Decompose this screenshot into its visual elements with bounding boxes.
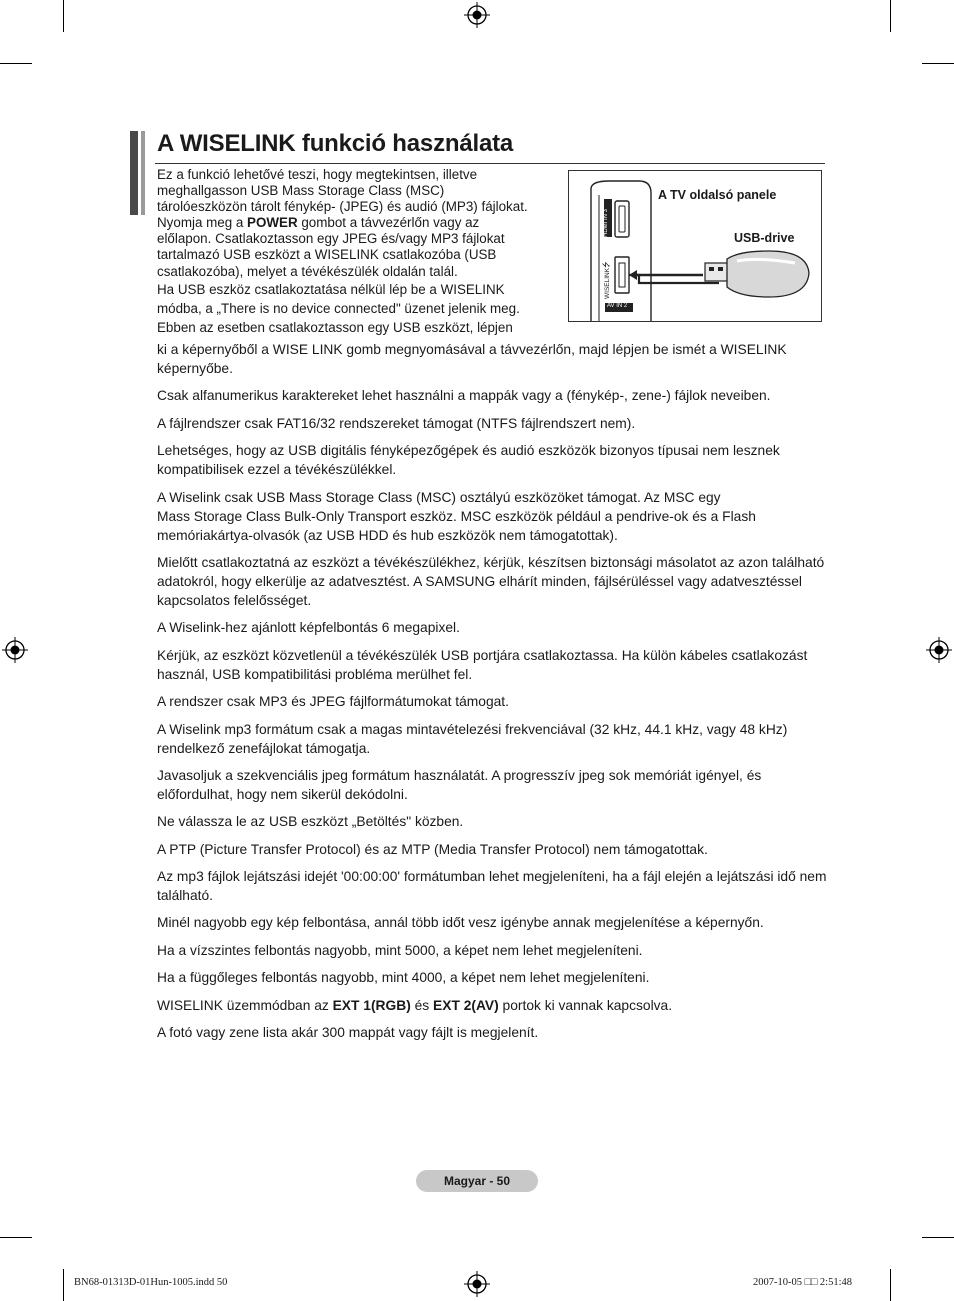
body-paragraph: Az mp3 fájlok lejátszási idejét '00:00:00' formátumban lehet megjeleníteni, ha a fájl elején a lejátszási idő nem található.	[157, 869, 827, 904]
title-accent-bar	[130, 131, 138, 215]
crop-mark	[0, 1237, 32, 1238]
panel-label: A TV oldalsó panele	[658, 188, 777, 202]
body-paragraph: Ne válassza le az USB eszközt „Betöltés" közben.	[157, 814, 464, 830]
intro-paragraph: Nyomja meg a POWER gombot a távvezérlőn vagy az előlapon. Csatlakoztasson egy JPEG és/vagy MP3 fájlokat tartalmazó USB eszközt a WISELINK csatlakozóba (USB csatlakozóba), melyet a tévékészülék oldalán talál.	[157, 215, 505, 279]
registration-mark-icon	[926, 637, 952, 663]
body-paragraph: A rendszer csak MP3 és JPEG fájlformátumokat támogat.	[157, 694, 509, 710]
body-paragraph: Ha a vízszintes felbontás nagyobb, mint 5000, a képet nem lehet megjeleníteni.	[157, 942, 643, 958]
body-paragraph: A fájlrendszer csak FAT16/32 rendszereket támogat (NTFS fájlrendszert nem).	[157, 415, 636, 431]
crop-mark	[63, 1269, 64, 1301]
body-paragraph: A Wiselink csak USB Mass Storage Class (MSC) osztályú eszközöket támogat. Az MSC egy Mass Storage Class Bulk-Only Transport eszköz. MSC eszközök például a pendrive-ok és a Flash memóriakártya-olvasók (az USB HDD és hub eszközök nem támogatottak).	[157, 489, 756, 543]
tv-side-panel-figure	[568, 170, 822, 322]
page-number-badge: Magyar - 50	[416, 1170, 538, 1192]
crop-mark	[0, 63, 32, 64]
title-accent-bar	[141, 131, 145, 215]
continuation-paragraph: ki a képernyőből a WISE LINK gomb megnyomásával a távvezérlőn, majd lépjen be ismét a WISELINK képernyőbe.	[157, 342, 787, 376]
body-paragraph: Javasoljuk a szekvenciális jpeg formátum használatát. A progresszív jpeg sok memóriát igényel, és előfordulhat, hogy nem sikerül dekódolni.	[157, 767, 762, 802]
body-paragraph: Lehetséges, hogy az USB digitális fényképezőgépek és audió eszközök bizonyos típusai nem lesznek kompatibilisek ezzel a tévékészülékkel.	[157, 443, 780, 478]
body-paragraph: Kérjük, az eszközt közvetlenül a tévékészülék USB portjára csatlakoztassa. Ha külön kábeles csatlakozást használ, USB kompatibilitási probléma merülhet fel.	[157, 647, 808, 682]
crop-mark	[922, 63, 954, 64]
body-paragraph: Ha a függőleges felbontás nagyobb, mint 4000, a képet nem lehet megjeleníteni.	[157, 970, 650, 986]
body-paragraph: A PTP (Picture Transfer Protocol) és az MTP (Media Transfer Protocol) nem támogatottak.	[157, 841, 708, 857]
ext-paragraph: WISELINK üzemmódban az EXT 1(RGB) és EXT 2(AV) portok ki vannak kapcsolva.	[157, 997, 673, 1013]
title-divider	[155, 163, 825, 164]
footer-timestamp: 2007-10-05 □□ 2:51:48	[753, 1277, 853, 1288]
av-port-label: AV IN 2	[607, 303, 628, 309]
body-paragraph: Minél nagyobb egy kép felbontása, annál több időt vesz igénybe annak megjelenítése a képernyőn.	[157, 915, 764, 931]
intro-paragraph: Ez a funkció lehetővé teszi, hogy megtekintsen, illetve meghallgasson USB Mass Storage Class (MSC) tárolóeszközön tárolt fénykép- (JPEG) és audió (MP3) fájlokat.	[157, 167, 528, 215]
crop-mark	[890, 1269, 891, 1301]
power-keyword: POWER	[247, 215, 298, 231]
footer-file-info: BN68-01313D-01Hun-1005.indd 50	[74, 1277, 228, 1288]
body-paragraph: Csak alfanumerikus karaktereket lehet használni a mappák vagy a (fénykép-, zene-) fájlok neveiben.	[157, 388, 771, 404]
intro-text	[157, 167, 559, 337]
crop-mark	[922, 1237, 954, 1238]
last-paragraph: A fotó vagy zene lista akár 300 mappát vagy fájlt is megjelenít.	[157, 1025, 539, 1041]
registration-mark-icon	[2, 637, 28, 663]
hdmi-port-label: HDMI IN 3	[603, 208, 609, 237]
wiselink-port-label: WISELINK	[604, 267, 611, 299]
svg-text:⭍: ⭍	[602, 261, 611, 268]
crop-mark	[63, 0, 64, 32]
registration-mark-icon	[464, 1271, 490, 1297]
paragraph-list	[157, 386, 827, 987]
page-title: A WISELINK funkció használata	[157, 130, 514, 157]
usb-drive-label: USB-drive	[734, 231, 795, 245]
body-paragraph: Mielőtt csatlakoztatná az eszközt a tévékészülékhez, kérjük, készítsen biztonsági másolatot az azon található adatokról, hogy elkerülje az adatvesztést. A SAMSUNG elhárít minden, fájlsérüléssel vagy adatvesztéssel kapcsolatos felelősséget.	[157, 554, 825, 608]
crop-mark	[890, 0, 891, 32]
body-paragraph: A Wiselink mp3 formátum csak a magas mintavételezési frekvenciával (32 kHz, 44.1 kHz, vagy 48 kHz) rendelkező zenefájlokat támogatja.	[157, 721, 788, 756]
registration-mark-icon	[464, 2, 490, 28]
body-text	[157, 340, 827, 1050]
intro-paragraph: Ha USB eszköz csatlakoztatása nélkül lép be a WISELINK módba, a „There is no device connected" üzenet jelenik meg. Ebben az esetben csatlakoztasson egy USB eszközt, lépjen	[157, 281, 520, 335]
body-paragraph: A Wiselink-hez ajánlott képfelbontás 6 megapixel.	[157, 620, 460, 636]
